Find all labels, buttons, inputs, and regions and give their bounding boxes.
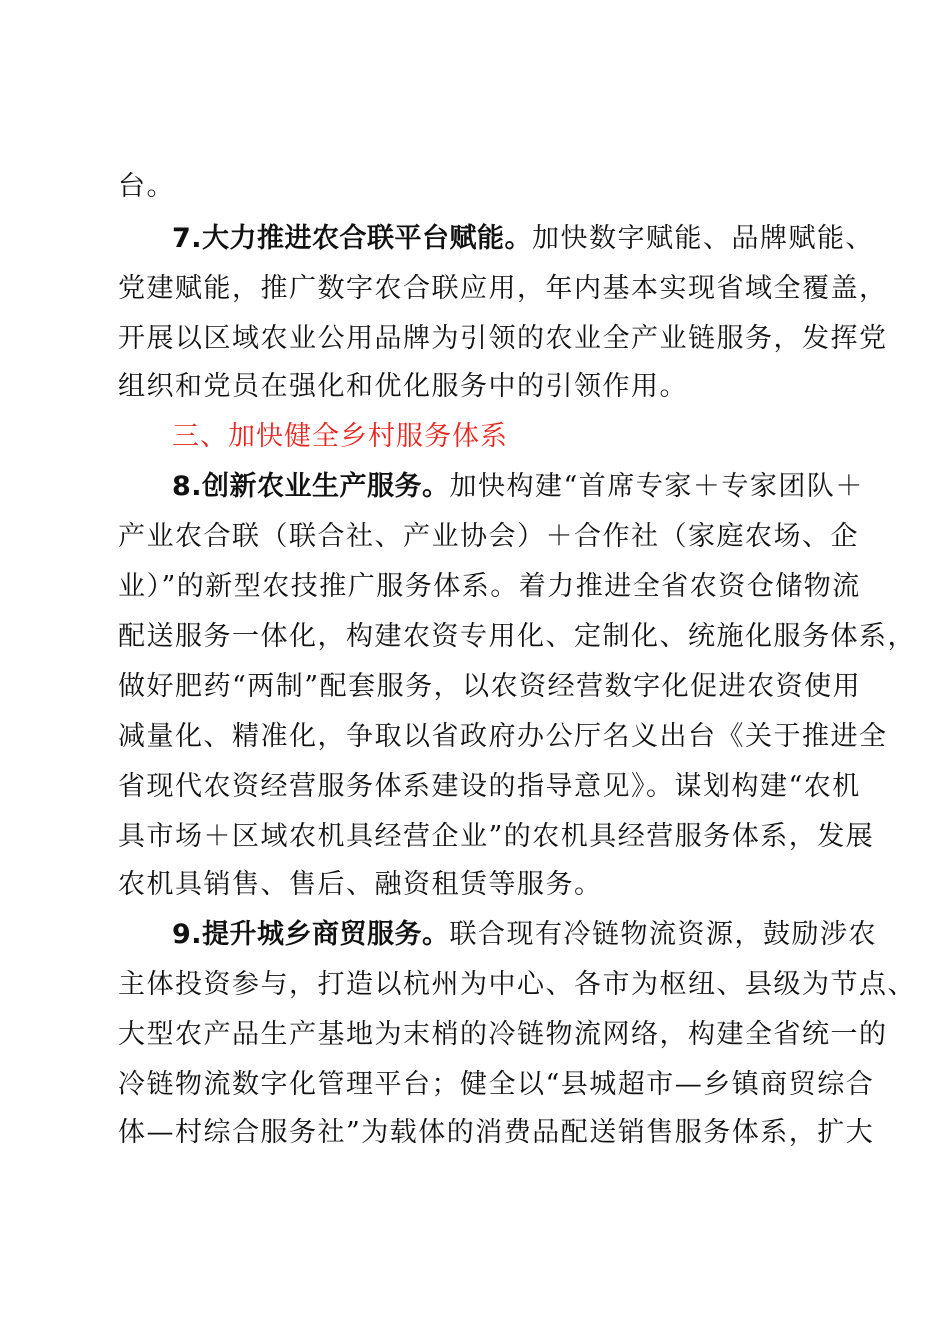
- section-heading: 三、加快健全乡村服务体系: [172, 421, 508, 452]
- item-8-title: 8.创新农业生产服务。: [172, 471, 450, 502]
- item-8-text: 加快构建“首席专家＋专家团队＋: [449, 471, 864, 502]
- paragraph-7-first-line: [172, 220, 875, 258]
- text-line: 减量化、精准化，争取以省政府办公厅名义出台《关于推进全: [118, 721, 888, 752]
- text-line: 业）”的新型农技推广服务体系。着力推进全省农资仓储物流: [118, 571, 861, 602]
- text-line: 配送服务一体化，构建农资专用化、定制化、统施化服务体系，: [118, 621, 916, 652]
- text-line: 组织和党员在强化和优化服务中的引领作用。: [118, 371, 688, 402]
- text-line: 省现代农资经营服务体系建设的指导意见》。谋划构建“农机: [118, 771, 861, 802]
- paragraph-8-first-line: [172, 468, 864, 506]
- text-line: 开展以区域农业公用品牌为引领的农业全产业链服务，发挥党: [118, 323, 888, 354]
- item-9-text: 联合现有冷链物流资源，鼓励涉农: [449, 919, 878, 950]
- text-line: 农机具销售、售后、融资租赁等服务。: [118, 869, 603, 900]
- text-line: 台。: [118, 171, 175, 202]
- item-7-title: 7.大力推进农合联平台赋能。: [172, 223, 533, 254]
- text-line: 具市场＋区域农机具经营企业”的农机具经营服务体系，发展: [118, 821, 875, 852]
- item-9-title: 9.提升城乡商贸服务。: [172, 919, 450, 950]
- text-line: 党建赋能，推广数字农合联应用，年内基本实现省域全覆盖，: [118, 273, 888, 304]
- paragraph-9-first-line: [172, 916, 878, 954]
- text-line: 做好肥药“两制”配套服务，以农资经营数字化促进农资使用: [118, 671, 862, 702]
- item-7-text: 加快数字赋能、品牌赋能、: [532, 223, 875, 254]
- text-line: 主体投资参与，打造以杭州为中心、各市为枢纽、县级为节点、: [118, 969, 916, 1000]
- text-line: 大型农产品生产基地为末梢的冷链物流网络，构建全省统一的: [118, 1019, 888, 1050]
- text-line: 产业农合联（联合社、产业协会）＋合作社（家庭农场、企: [118, 521, 859, 552]
- text-line: 冷链物流数字化管理平台；健全以“县城超市—乡镇商贸综合: [118, 1069, 875, 1100]
- text-line: 体—村综合服务社”为载体的消费品配送销售服务体系，扩大: [118, 1117, 875, 1148]
